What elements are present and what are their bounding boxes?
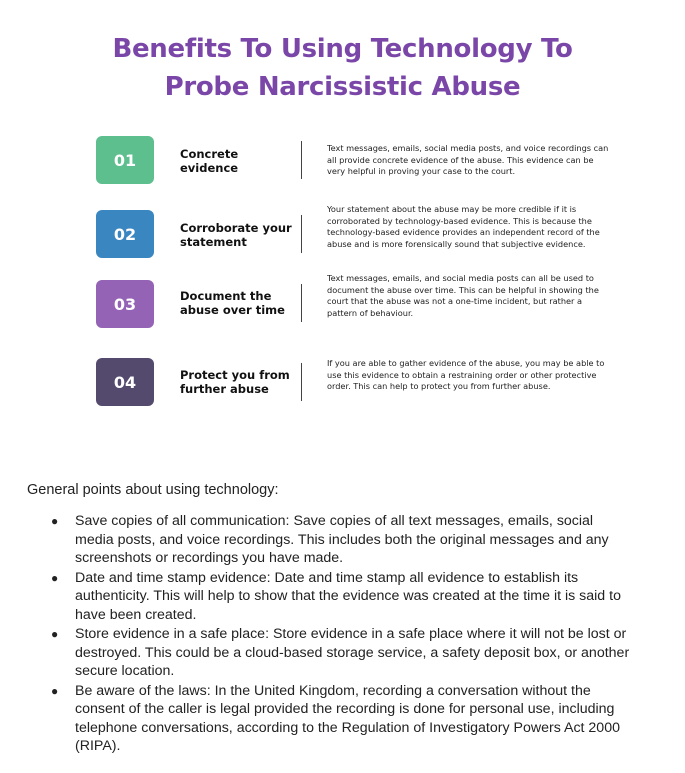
- title-line-2: Probe Narcissistic Abuse: [164, 72, 521, 102]
- general-points-list: [0, 512, 685, 757]
- description-line: document the abuse over time. This can be helpful in showing the: [327, 284, 599, 295]
- benefit-number-badge: 04: [96, 358, 154, 406]
- benefit-label-line: abuse over time: [180, 303, 285, 317]
- bullet-icon: ●: [51, 514, 59, 528]
- benefit-description: [327, 143, 617, 178]
- benefit-row-01: [0, 136, 685, 188]
- benefit-row-02: [0, 204, 685, 262]
- list-item-line: consent of the caller is legal provided the recording is done for personal use, including: [75, 701, 615, 717]
- list-item-line: destroyed. This could be a cloud-based storage service, a safety deposit box, or another: [75, 644, 630, 661]
- bullet-icon: ●: [51, 570, 59, 585]
- description-line: pattern of behaviour.: [327, 307, 414, 318]
- description-line: very helpful in proving your case to the court.: [327, 166, 516, 177]
- list-item: [0, 682, 685, 756]
- benefit-label-line: statement: [180, 235, 247, 249]
- description-line: court that the abuse was not a one-time incident, but rather a: [327, 296, 583, 307]
- benefit-label-line: Protect you from: [180, 368, 290, 382]
- list-item-line: media posts, and voice recordings. This includes both the original messages and any: [75, 531, 609, 548]
- benefit-row-04: [0, 358, 685, 410]
- list-item-line: secure location.: [75, 663, 175, 679]
- bullet-icon: ●: [51, 627, 59, 641]
- benefit-label-line: further abuse: [180, 382, 269, 396]
- benefit-row-03: [0, 273, 685, 332]
- list-item-line: Be aware of the laws: In the United Kingdom, recording a conversation without the: [75, 682, 591, 699]
- list-item-line: (RIPA).: [75, 738, 121, 754]
- list-item-line: telephone conversations, according to the Regulation of Investigatory Powers Act 2000: [75, 719, 620, 736]
- benefit-label: [180, 147, 298, 175]
- benefit-label: [180, 289, 298, 317]
- description-line: Your statement about the abuse may be more credible if it is: [327, 204, 577, 214]
- benefit-description: [327, 358, 617, 393]
- list-item-line: Save copies of all communication: Save copies of all text messages, emails, social: [75, 513, 594, 529]
- divider: [301, 141, 302, 179]
- description-line: If you are able to gather evidence of the abuse, you may be able to: [327, 358, 605, 368]
- divider: [301, 284, 302, 322]
- description-line: use this evidence to obtain a restraining order or other protective: [327, 369, 597, 380]
- benefit-number-badge: 01: [96, 136, 154, 184]
- benefit-label: [180, 368, 298, 396]
- description-line: all provide concrete evidence of the abuse. This evidence can be: [327, 154, 594, 165]
- list-item-line: authenticity. This will help to show that the evidence was created at the time it is said to: [75, 588, 621, 604]
- description-line: order. This can help to protect you from further abuse.: [327, 381, 551, 392]
- title-line-1: Benefits To Using Technology To: [112, 34, 573, 64]
- description-line: technology-based evidence provides an independent record of the: [327, 227, 600, 238]
- description-line: corroborated by technology-based evidence. This is because the: [327, 215, 592, 226]
- benefit-label-line: Concrete: [180, 147, 239, 161]
- list-item: [0, 625, 685, 681]
- list-item-line: have been created.: [75, 606, 197, 623]
- benefit-description: [327, 204, 617, 250]
- general-points-heading: General points about using technology:: [27, 482, 279, 498]
- benefit-label-line: Document the: [180, 289, 272, 303]
- divider: [301, 215, 302, 253]
- benefit-number-badge: 02: [96, 210, 154, 258]
- list-item: [0, 569, 685, 625]
- benefit-label: [180, 221, 298, 249]
- benefit-description: [327, 273, 617, 319]
- description-line: abuse and is more forensically sound that subjective evidence.: [327, 238, 586, 249]
- benefit-label-line: evidence: [180, 161, 239, 175]
- list-item-line: Date and time stamp evidence: Date and time stamp all evidence to establish its: [75, 569, 579, 586]
- list-item: [0, 512, 685, 568]
- bullet-icon: ●: [51, 683, 59, 698]
- list-item-line: Store evidence in a safe place: Store evidence in a safe place where it will not be lost or: [75, 626, 627, 642]
- benefit-number-badge: 03: [96, 280, 154, 328]
- benefit-label-line: Corroborate your: [180, 221, 292, 235]
- divider: [301, 363, 302, 401]
- list-item-line: screenshots or recordings you have made.: [75, 550, 344, 566]
- description-line: Text messages, emails, and social media posts can all be used to: [327, 273, 594, 283]
- page-title: [0, 30, 685, 106]
- description-line: Text messages, emails, social media posts, and voice recordings can: [327, 143, 609, 153]
